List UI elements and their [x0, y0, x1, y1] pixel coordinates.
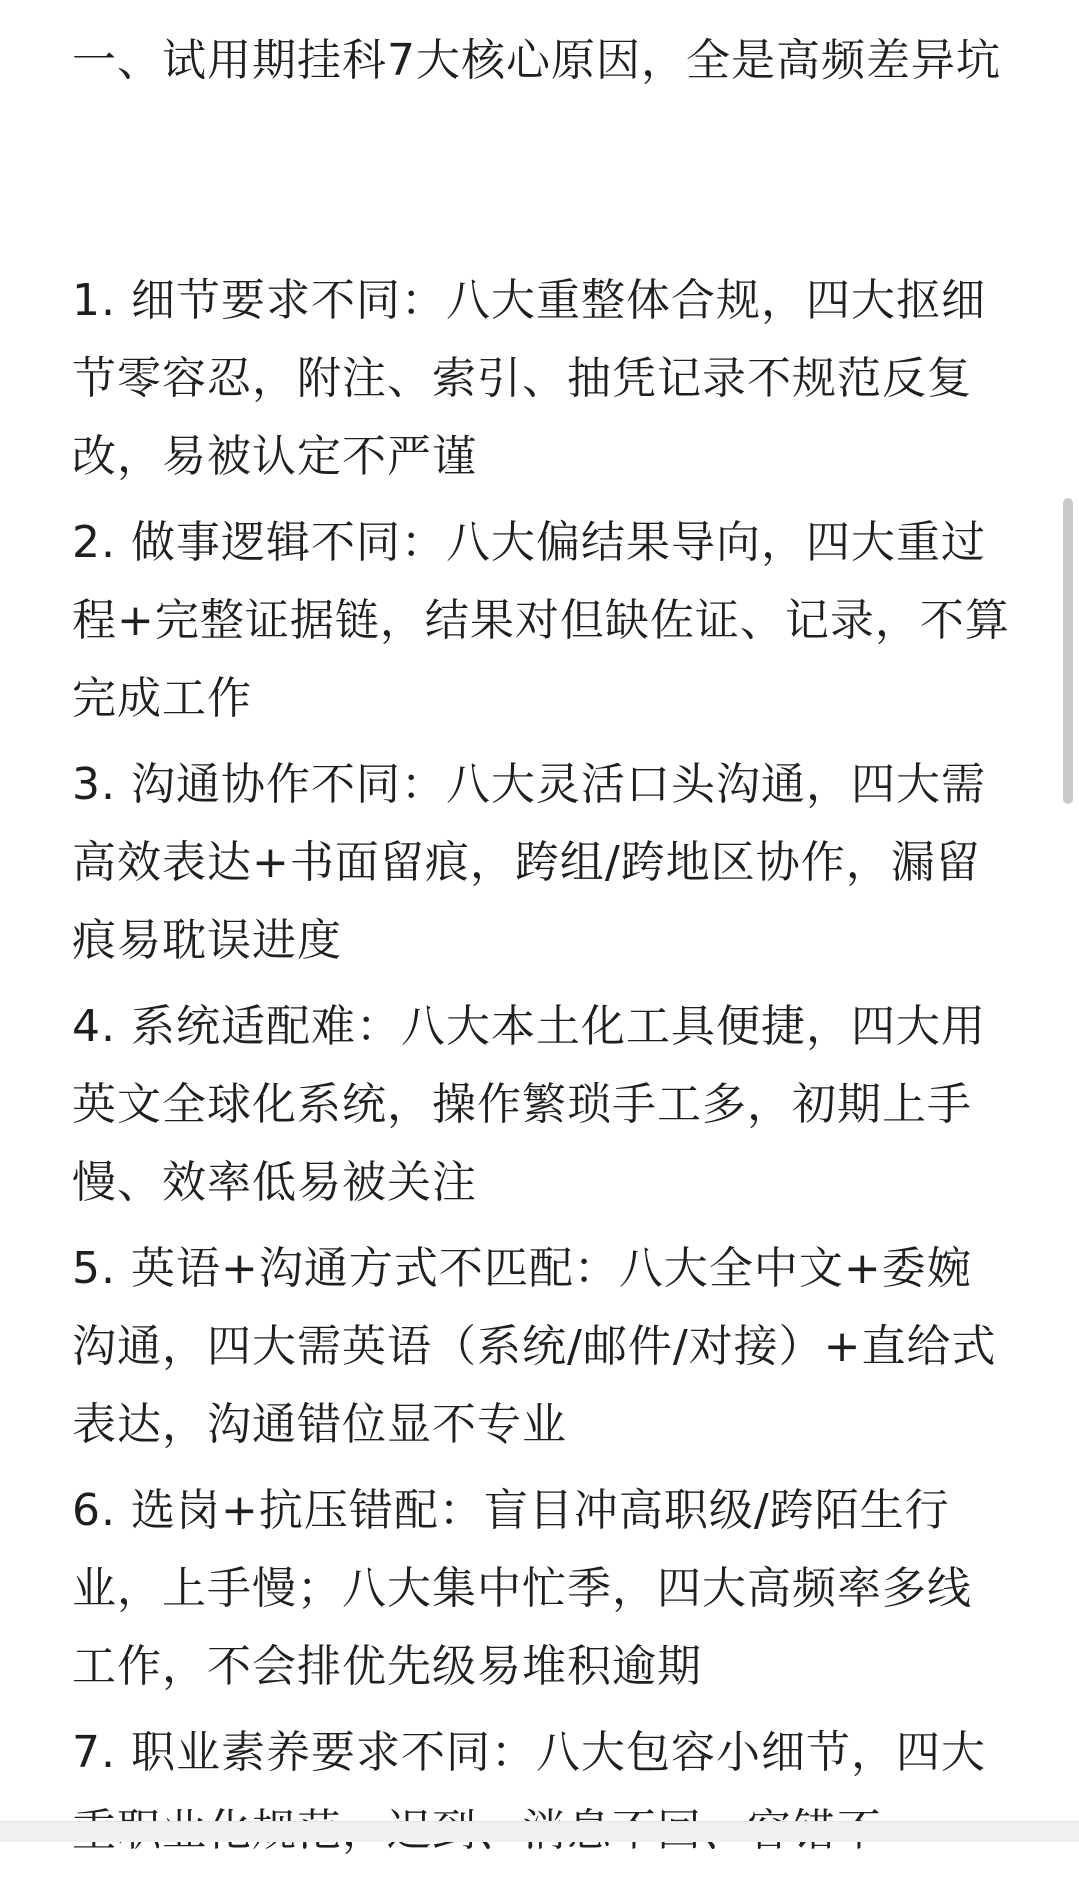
paragraph-spacer	[72, 100, 1012, 262]
list-item: 5. 英语+沟通方式不匹配：八大全中文+委婉沟通，四大需英语（系统/邮件/对接）+直给式表达，沟通错位显不专业	[72, 1243, 997, 1450]
article-content	[72, 22, 1012, 1878]
bottom-edge-bar	[0, 1821, 1079, 1842]
list-item: 4. 系统适配难：八大本土化工具便捷，四大用英文全球化系统，操作繁琐手工多，初期上手慢、效率低易被关注	[72, 1001, 986, 1208]
list-item: 2. 做事逻辑不同：八大偏结果导向，四大重过程+完整证据链，结果对但缺佐证、记录，不算完成工作	[72, 517, 1010, 724]
list-item: 1. 细节要求不同：八大重整体合规，四大抠细节零容忍，附注、索引、抽凭记录不规范反复改，易被认定不严谨	[72, 275, 986, 482]
vertical-scrollbar[interactable]	[1057, 0, 1079, 1842]
list-item: 3. 沟通协作不同：八大灵活口头沟通，四大需高效表达+书面留痕，跨组/跨地区协作，漏留痕易耽误进度	[72, 759, 986, 966]
list-item: 6. 选岗+抗压错配：盲目冲高职级/跨陌生行业，上手慢；八大集中忙季，四大高频率多线工作，不会排优先级易堆积逾期	[72, 1485, 972, 1692]
article-heading: 一、试用期挂科7大核心原因，全是高频差异坑	[72, 35, 1001, 86]
scrollbar-thumb[interactable]	[1063, 498, 1073, 804]
list-item: 7. 职业素养要求不同：八大包容小细节，四大	[72, 1727, 986, 1778]
